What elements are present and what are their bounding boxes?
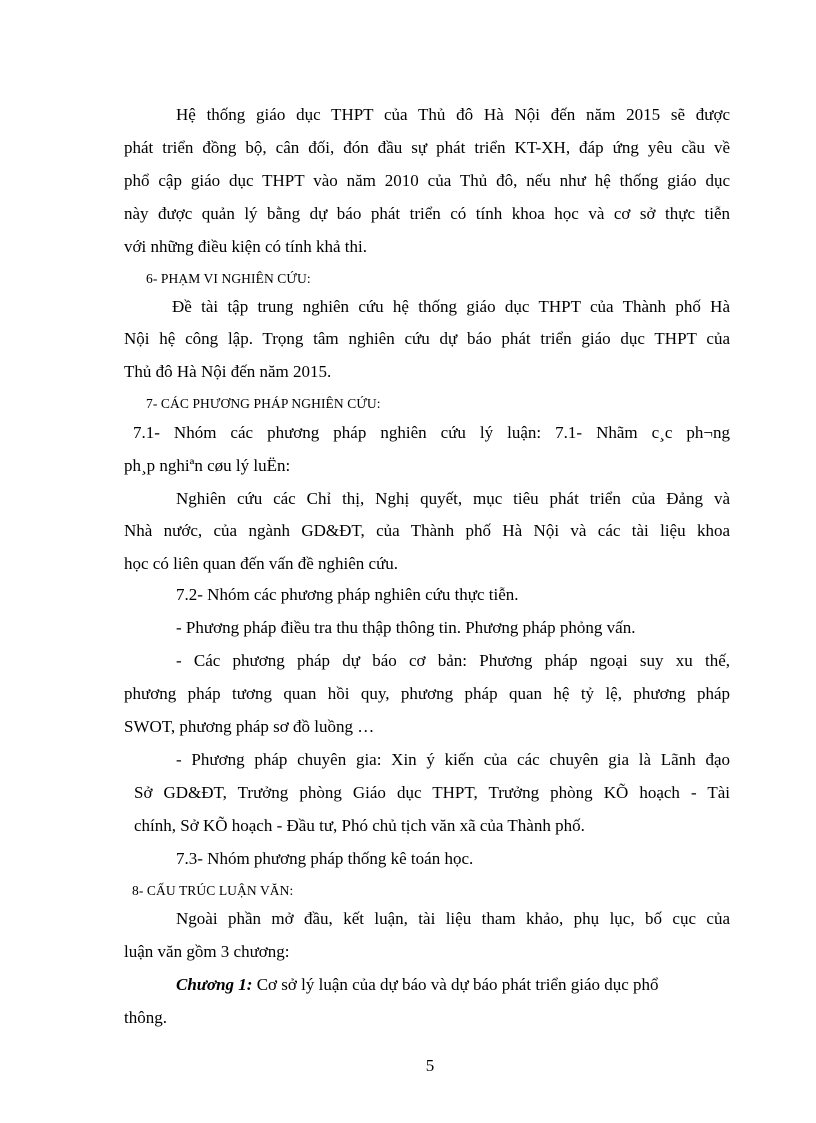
scope-line-3: Thủ đô Hà Nội đến năm 2015. — [124, 362, 332, 381]
hypothesis-line-5: với những điều kiện có tính khả thi. — [124, 237, 367, 256]
chapter-1-line-1 — [176, 974, 730, 996]
section-7-2: 7.2- Nhóm các phương pháp nghiên cứu thực tiễn. — [176, 585, 519, 604]
chapter-1-text: Cơ sở lý luận của dự báo và dự báo phát triển giáo dục phổ — [252, 975, 659, 994]
page-number: 5 — [425, 1056, 435, 1075]
structure-line-2: luận văn gồm 3 chương: — [124, 942, 290, 961]
bullet-expert-line-2: Sở GD&ĐT, Trưởng phòng Giáo dục THPT, Trưởng phòng KÕ hoạch - Tài — [134, 783, 730, 802]
hypothesis-line-1: Hệ thống giáo dục THPT của Thủ đô Hà Nội đến năm 2015 sẽ được — [176, 105, 730, 124]
structure-line-1: Ngoài phần mở đầu, kết luận, tài liệu tham khảo, phụ lục, bố cục của — [176, 909, 730, 928]
heading-structure: 8- CẤU TRÚC LUẬN VĂN: — [132, 883, 294, 898]
hypothesis-line-4: này được quản lý bằng dự báo phát triển có tính khoa học và cơ sở thực tiễn — [124, 204, 730, 223]
scope-line-1: Đề tài tập trung nghiên cứu hệ thống giáo dục THPT của Thành phố Hà — [172, 297, 730, 316]
scope-line-2: Nội hệ công lập. Trọng tâm nghiên cứu dự báo phát triển giáo dục THPT của — [124, 329, 730, 348]
heading-methods: 7- CÁC PHƯƠNG PHÁP NGHIÊN CỨU: — [146, 396, 381, 411]
section-7-1-line-1: 7.1- Nhóm các phương pháp nghiên cứu lý luận: 7.1- Nhãm c¸c ph¬ng — [133, 423, 730, 442]
hypothesis-line-2: phát triển đồng bộ, cân đối, đón đầu sự phát triển KT-XH, đáp ứng yêu cầu về — [124, 138, 730, 157]
bullet-expert-line-3: chính, Sở KÕ hoạch - Đầu tư, Phó chủ tịch văn xã của Thành phố. — [134, 816, 585, 835]
bullet-forecast-line-2: phương pháp tương quan hồi quy, phương pháp quan hệ tỷ lệ, phương pháp — [124, 684, 730, 703]
hypothesis-line-3: phổ cập giáo dục THPT vào năm 2010 của Thủ đô, nếu như hệ thống giáo dục — [124, 171, 730, 190]
theory-line-3: học có liên quan đến vấn đề nghiên cứu. — [124, 554, 399, 573]
bullet-survey: - Phương pháp điều tra thu thập thông tin. Phương pháp phỏng vấn. — [176, 618, 636, 637]
chapter-1-label: Chương 1: — [176, 975, 253, 994]
bullet-forecast-line-3: SWOT, phương pháp sơ đồ luồng … — [124, 717, 375, 736]
heading-scope: 6- PHẠM VI NGHIÊN CỨU: — [146, 271, 311, 286]
bullet-forecast-line-1: - Các phương pháp dự báo cơ bản: Phương pháp ngoại suy xu thế, — [176, 651, 730, 670]
theory-line-2: Nhà nước, của ngành GD&ĐT, của Thành phố Hà Nội và các tài liệu khoa — [124, 521, 730, 540]
chapter-1-line-2: thông. — [124, 1008, 167, 1027]
theory-line-1: Nghiên cứu các Chỉ thị, Nghị quyết, mục tiêu phát triển của Đảng và — [176, 489, 730, 508]
section-7-3: 7.3- Nhóm phương pháp thống kê toán học. — [176, 849, 474, 868]
section-7-1-line-2: ph¸p nghiªn cøu lý luËn: — [124, 456, 291, 475]
bullet-expert-line-1: - Phương pháp chuyên gia: Xin ý kiến của các chuyên gia là Lãnh đạo — [176, 750, 730, 769]
